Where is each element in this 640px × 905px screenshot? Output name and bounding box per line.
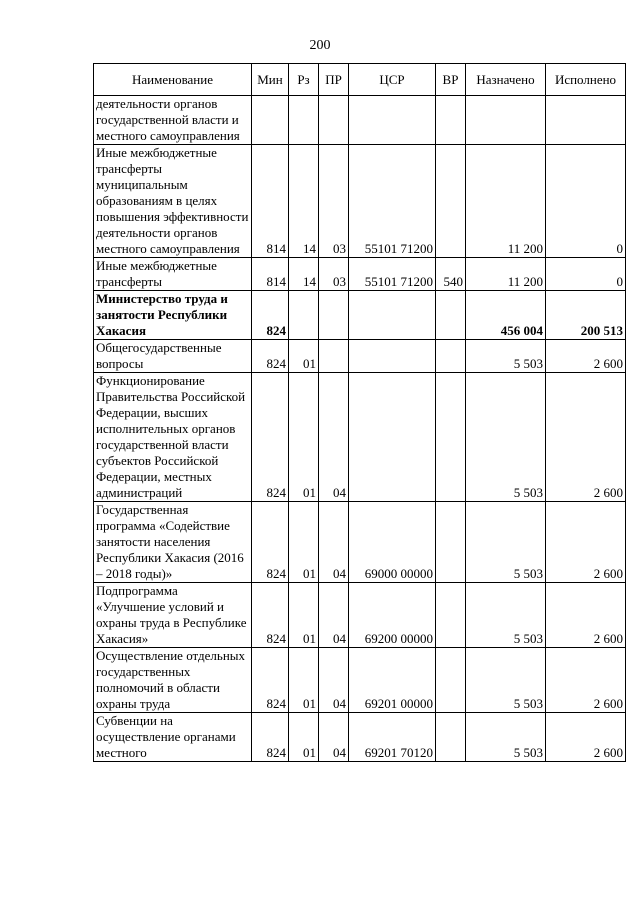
table-row (94, 145, 626, 258)
table-row (94, 713, 626, 762)
row-csr-cell (349, 340, 436, 373)
row-min-cell: 824 (252, 373, 289, 502)
row-csr-cell (349, 291, 436, 340)
row-csr-cell: 69201 00000 (349, 648, 436, 713)
row-csr-cell: 55101 71200 (349, 145, 436, 258)
row-csr-cell (349, 96, 436, 145)
row-executed-cell (546, 96, 626, 145)
row-assigned-cell: 456 004 (466, 291, 546, 340)
row-assigned-cell: 5 503 (466, 583, 546, 648)
header-name: Наименование (94, 64, 252, 96)
table-row (94, 96, 626, 145)
row-min-cell: 824 (252, 583, 289, 648)
row-csr-cell: 69200 00000 (349, 583, 436, 648)
row-min-cell: 814 (252, 258, 289, 291)
row-vr-cell (436, 713, 466, 762)
row-pr-cell: 04 (319, 583, 349, 648)
row-min-cell: 824 (252, 340, 289, 373)
row-executed-cell: 200 513 (546, 291, 626, 340)
row-name-cell: Министерство труда и занятости Республики Хакасия (94, 291, 252, 340)
row-rz-cell: 14 (289, 145, 319, 258)
table-row (94, 583, 626, 648)
row-rz-cell: 01 (289, 713, 319, 762)
row-assigned-cell: 5 503 (466, 340, 546, 373)
row-executed-cell: 0 (546, 258, 626, 291)
page-number: 200 (309, 38, 331, 53)
row-executed-cell: 2 600 (546, 648, 626, 713)
row-rz-cell (289, 291, 319, 340)
row-vr-cell (436, 291, 466, 340)
row-name-cell: Субвенции на осуществление органами местного (94, 713, 252, 762)
row-rz-cell: 14 (289, 258, 319, 291)
row-assigned-cell: 5 503 (466, 648, 546, 713)
row-csr-cell (349, 373, 436, 502)
row-vr-cell (436, 502, 466, 583)
row-executed-cell: 2 600 (546, 373, 626, 502)
table-row (94, 648, 626, 713)
row-min-cell: 814 (252, 145, 289, 258)
row-pr-cell: 04 (319, 502, 349, 583)
row-pr-cell (319, 340, 349, 373)
row-rz-cell: 01 (289, 502, 319, 583)
row-name-cell: Подпрограмма «Улучшение условий и охраны труда в Республике Хакасия» (94, 583, 252, 648)
row-rz-cell: 01 (289, 583, 319, 648)
row-assigned-cell (466, 96, 546, 145)
table-header-row (94, 64, 626, 96)
row-pr-cell: 03 (319, 145, 349, 258)
row-name-cell: Государственная программа «Содействие занятости населения Республики Хакасия (2016 – 2018 годы)» (94, 502, 252, 583)
row-executed-cell: 2 600 (546, 502, 626, 583)
row-rz-cell: 01 (289, 648, 319, 713)
row-name-cell: Иные межбюджетные трансферты муниципальным образованиям в целях повышения эффективности деятельности органов местного самоуправления (94, 145, 252, 258)
table-row (94, 258, 626, 291)
table-row (94, 340, 626, 373)
row-vr-cell (436, 145, 466, 258)
row-min-cell: 824 (252, 502, 289, 583)
row-executed-cell: 2 600 (546, 713, 626, 762)
row-min-cell: 824 (252, 648, 289, 713)
row-pr-cell: 03 (319, 258, 349, 291)
row-assigned-cell: 11 200 (466, 258, 546, 291)
row-rz-cell: 01 (289, 373, 319, 502)
header-csr: ЦСР (349, 64, 436, 96)
row-assigned-cell: 5 503 (466, 373, 546, 502)
row-executed-cell: 0 (546, 145, 626, 258)
header-executed: Исполнено (546, 64, 626, 96)
header-pr: ПР (319, 64, 349, 96)
row-rz-cell (289, 96, 319, 145)
table-row (94, 291, 626, 340)
row-name-cell: деятельности органов государственной власти и местного самоуправления (94, 96, 252, 145)
table-row (94, 373, 626, 502)
row-assigned-cell: 5 503 (466, 502, 546, 583)
header-rz: Рз (289, 64, 319, 96)
row-pr-cell: 04 (319, 373, 349, 502)
row-min-cell: 824 (252, 713, 289, 762)
row-pr-cell: 04 (319, 648, 349, 713)
row-assigned-cell: 11 200 (466, 145, 546, 258)
row-rz-cell: 01 (289, 340, 319, 373)
row-vr-cell (436, 340, 466, 373)
row-name-cell: Функционирование Правительства Российской Федерации, высших исполнительных органов государственной власти субъектов Российской Федерации, местных администраций (94, 373, 252, 502)
row-name-cell: Общегосударственные вопросы (94, 340, 252, 373)
row-assigned-cell: 5 503 (466, 713, 546, 762)
row-vr-cell (436, 96, 466, 145)
header-min: Мин (252, 64, 289, 96)
row-csr-cell: 69201 70120 (349, 713, 436, 762)
row-vr-cell (436, 583, 466, 648)
row-vr-cell (436, 648, 466, 713)
row-name-cell: Иные межбюджетные трансферты (94, 258, 252, 291)
row-csr-cell: 55101 71200 (349, 258, 436, 291)
row-executed-cell: 2 600 (546, 340, 626, 373)
row-pr-cell: 04 (319, 713, 349, 762)
row-csr-cell: 69000 00000 (349, 502, 436, 583)
header-vr: ВР (436, 64, 466, 96)
row-vr-cell (436, 373, 466, 502)
row-pr-cell (319, 291, 349, 340)
row-pr-cell (319, 96, 349, 145)
table-row (94, 502, 626, 583)
row-vr-cell: 540 (436, 258, 466, 291)
budget-table (93, 63, 626, 762)
header-assigned: Назначено (466, 64, 546, 96)
row-executed-cell: 2 600 (546, 583, 626, 648)
row-name-cell: Осуществление отдельных государственных полномочий в области охраны труда (94, 648, 252, 713)
row-min-cell: 824 (252, 291, 289, 340)
row-min-cell (252, 96, 289, 145)
